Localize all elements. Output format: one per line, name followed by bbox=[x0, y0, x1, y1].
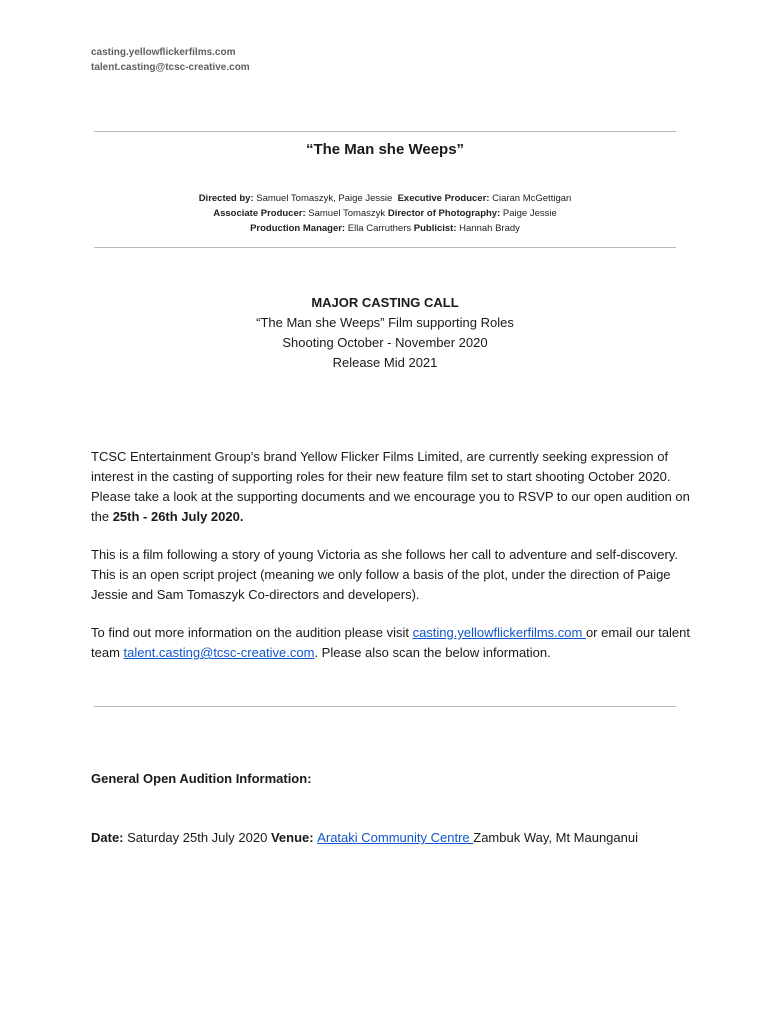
credits-line-2 bbox=[94, 206, 676, 221]
directed-by-value: Samuel Tomaszyk, Paige Jessie bbox=[256, 193, 393, 204]
casting-call-line-3: Release Mid 2021 bbox=[332, 355, 438, 370]
website-link[interactable]: casting.yellowflickerfilms.com bbox=[412, 625, 586, 640]
date-venue-line bbox=[91, 830, 638, 845]
date-label: Date: bbox=[91, 830, 124, 845]
publicist-label: Publicist: bbox=[413, 223, 457, 234]
credits-line-3 bbox=[94, 221, 676, 236]
directed-by-label: Directed by: bbox=[198, 193, 254, 204]
casting-call-block bbox=[94, 293, 676, 373]
email-text: talent.casting@tcsc-creative.com bbox=[91, 62, 250, 73]
website-text: casting.yellowflickerfilms.com bbox=[91, 47, 236, 58]
prod-manager-label: Production Manager: bbox=[250, 223, 346, 234]
casting-call-heading: MAJOR CASTING CALL bbox=[311, 295, 459, 310]
audition-dates: 25th - 26th July 2020. bbox=[112, 509, 244, 524]
date-value: Saturday 25th July 2020 bbox=[123, 830, 271, 845]
divider-bottom bbox=[94, 706, 676, 707]
story-paragraph: This is a film following a story of young Victoria as she follows her call to adventure and self-discovery. This is an open script project (meaning we only follow a basis of the plot, under the direction of Paige Jessie and Sam Tomaszyk Co-directors and developers). bbox=[91, 547, 678, 602]
dop-value: Paige Jessie bbox=[502, 208, 557, 219]
email-link[interactable]: talent.casting@tcsc-creative.com bbox=[123, 645, 315, 660]
venue-link[interactable]: Arataki Community Centre bbox=[317, 830, 474, 845]
intro-paragraph bbox=[91, 447, 691, 527]
assoc-producer-value: Samuel Tomaszyk bbox=[308, 208, 386, 219]
assoc-producer-label: Associate Producer: bbox=[213, 208, 306, 219]
credits-block bbox=[94, 191, 676, 236]
info-paragraph bbox=[91, 623, 691, 663]
credits-line-1 bbox=[94, 191, 676, 206]
exec-producer-label: Executive Producer: bbox=[397, 193, 490, 204]
film-title: “The Man she Weeps” bbox=[305, 141, 465, 158]
venue-label: Venue: bbox=[270, 830, 314, 845]
info-post-text: . Please also scan the below information. bbox=[314, 645, 551, 660]
prod-manager-value: Ella Carruthers bbox=[347, 223, 412, 234]
exec-producer-value: Ciaran McGettigan bbox=[492, 193, 572, 204]
divider-top bbox=[94, 131, 676, 132]
casting-call-line-1: “The Man she Weeps” Film supporting Roles bbox=[256, 315, 514, 330]
publicist-value: Hannah Brady bbox=[459, 223, 520, 234]
venue-address: Zambuk Way, Mt Maunganui bbox=[473, 830, 638, 845]
info-pre-text: To find out more information on the audition please visit bbox=[91, 625, 413, 640]
contact-info bbox=[91, 45, 250, 75]
info-mid-text: or email our talent team bbox=[91, 625, 691, 660]
casting-call-line-2: Shooting October - November 2020 bbox=[282, 335, 488, 350]
divider-credits bbox=[94, 247, 676, 248]
audition-info-heading: General Open Audition Information: bbox=[91, 771, 312, 786]
dop-label: Director of Photography: bbox=[387, 208, 501, 219]
intro-text: TCSC Entertainment Group’s brand Yellow Flicker Films Limited, are currently seeking expression of interest in the casting of supporting roles for their new feature film set to start shooting October 2020. Please take a look at the supporting documents and we encourage you to RSVP to our open audition on the bbox=[91, 449, 690, 524]
